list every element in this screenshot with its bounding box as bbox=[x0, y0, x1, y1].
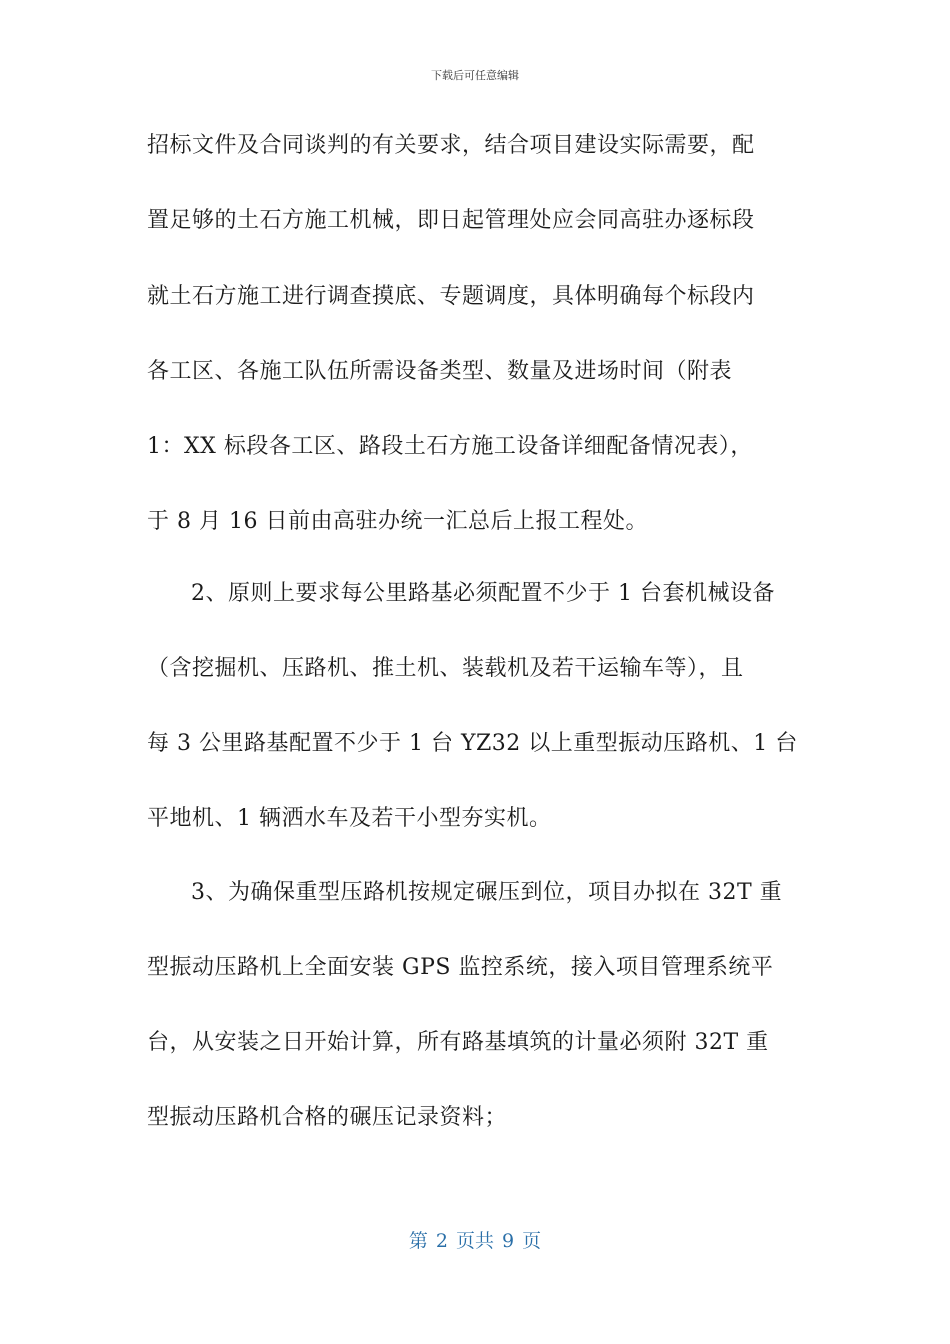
text-line: 型振动压路机合格的碾压记录资料； bbox=[147, 1105, 508, 1130]
text-line: （含挖掘机、压路机、推土机、装载机及若干运输车等），且 bbox=[147, 656, 744, 681]
text-line: 置足够的土石方施工机械，即日起管理处应会同高驻办逐标段 bbox=[147, 208, 755, 233]
text-line: 招标文件及合同谈判的有关要求，结合项目建设实际需要，配 bbox=[147, 133, 755, 158]
text-line: 平地机、1 辆洒水车及若干小型夯实机。 bbox=[147, 806, 552, 831]
text-line: 于 8 月 16 日前由高驻办统一汇总后上报工程处。 bbox=[147, 509, 648, 534]
text-line: 每 3 公里路基配置不少于 1 台 YZ32 以上重型振动压路机、1 台 bbox=[147, 731, 798, 756]
page-number: 第 2 页共 9 页 bbox=[408, 1230, 542, 1252]
paragraph-start-line: 2、原则上要求每公里路基必须配置不少于 1 台套机械设备 bbox=[191, 581, 775, 606]
text-line: 型振动压路机上全面安装 GPS 监控系统，接入项目管理系统平 bbox=[147, 955, 774, 980]
text-line: 各工区、各施工队伍所需设备类型、数量及进场时间（附表 bbox=[147, 359, 733, 384]
text-line: 台，从安装之日开始计算，所有路基填筑的计量必须附 32T 重 bbox=[147, 1030, 769, 1055]
text-line: 就土石方施工进行调查摸底、专题调度，具体明确每个标段内 bbox=[147, 284, 755, 309]
text-line: 1：XX 标段各工区、路段土石方施工设备详细配备情况表）， bbox=[147, 434, 753, 459]
header-note: 下载后可任意编辑 bbox=[431, 69, 519, 82]
paragraph-start-line: 3、为确保重型压路机按规定碾压到位，项目办拟在 32T 重 bbox=[191, 880, 783, 905]
